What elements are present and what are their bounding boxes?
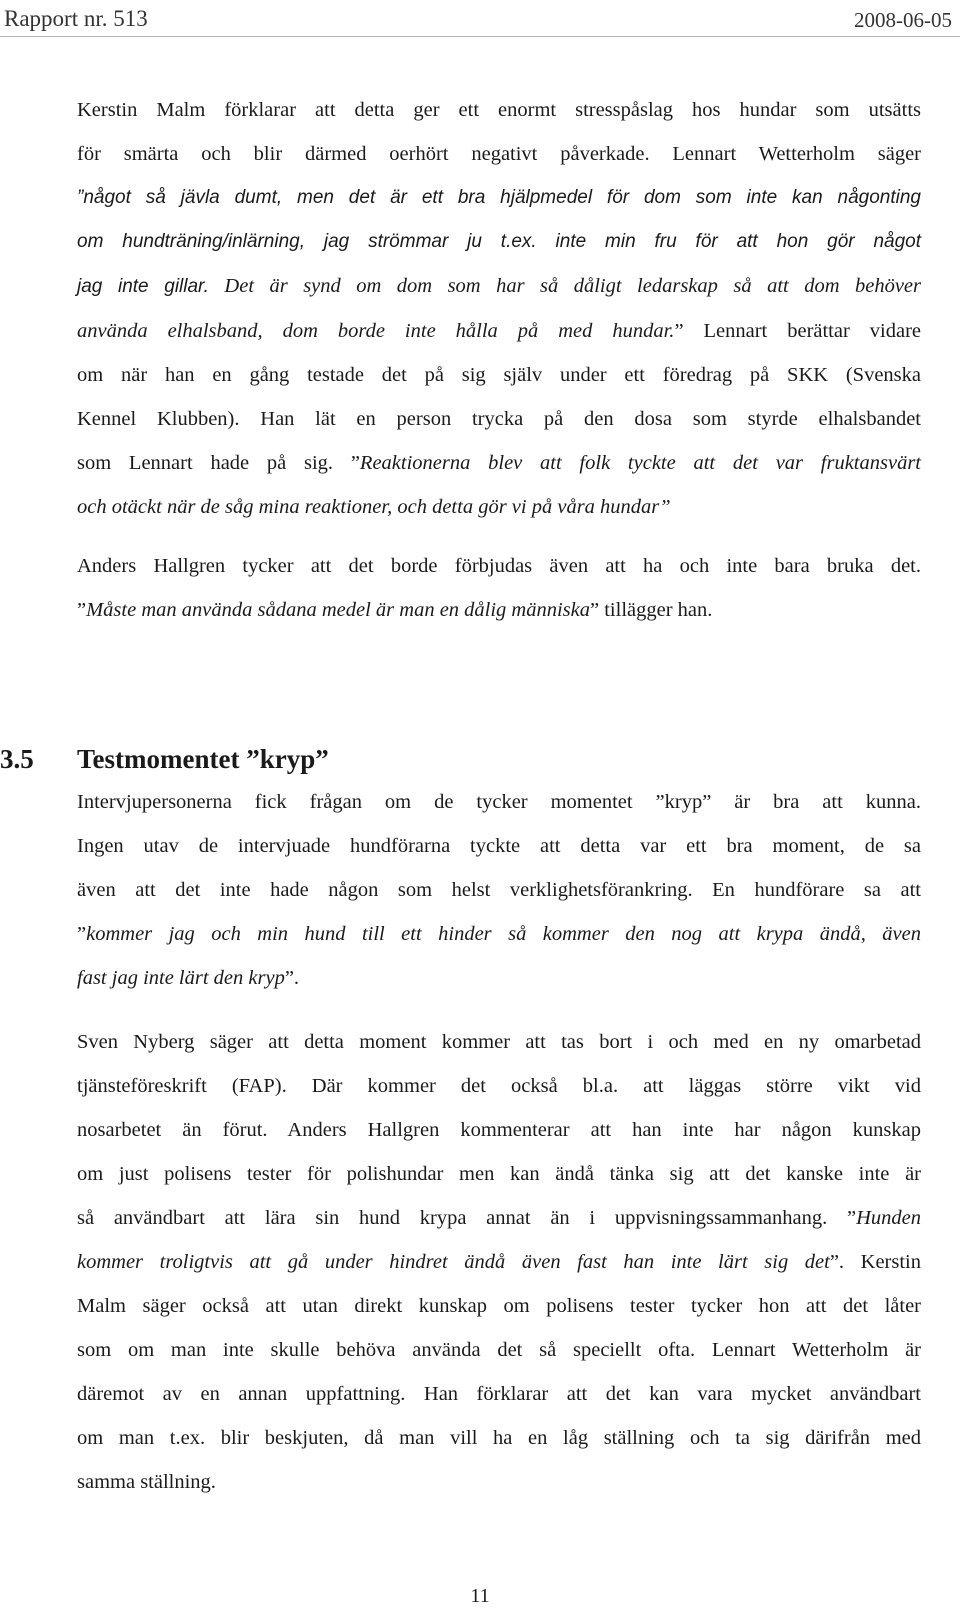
text-line [77, 264, 921, 309]
text-line: ”något så jävla dumt, men det är ett bra hjälpmedel för dom som inte kan någonting [77, 187, 921, 208]
text-line: om hundträning/inlärning, jag strömmar ju t.ex. inte min fru för att hon gör något [77, 231, 921, 252]
text-line [77, 956, 921, 1000]
page-number: 11 [470, 1585, 490, 1607]
quote-text: använda elhalsband, dom borde inte hålla på med hundar. [77, 320, 675, 342]
text-line: för smärta och blir därmed oerhört negativt påverkade. Lennart Wetterholm säger [77, 143, 921, 165]
text-line: Intervjupersonerna fick frågan om de tycker momentet ”kryp” är bra att kunna. [77, 791, 921, 813]
text-line: som om man inte skulle behöva använda det så speciellt ofta. Lennart Wetterholm är [77, 1339, 921, 1361]
plain-text: ”. Kerstin [829, 1251, 921, 1273]
quote-text: Reaktionerna blev att folk tyckte att det var fruktansvärt [359, 452, 921, 474]
plain-text: ” [77, 599, 87, 621]
text-line [77, 441, 921, 485]
section-number: 3.5 [0, 744, 34, 774]
quote-text: Måste man använda sådana medel är man en dålig människa [86, 599, 591, 621]
quote-text: Hunden [856, 1207, 921, 1229]
text-line: även att det inte hade någon som helst verklighetsförankring. En hundförare sa att [77, 879, 921, 901]
plain-text: ”. [284, 967, 300, 989]
report-date: 2008-06-05 [854, 8, 952, 32]
quote-text: kommer jag och min hund till ett hinder så kommer den nog att krypa ändå, även [86, 923, 921, 945]
text-line: Malm säger också att utan direkt kunskap om polisens tester tycker hon att det låter [77, 1295, 921, 1317]
text-line: Sven Nyberg säger att detta moment kommer att tas bort i och med en ny omarbetad [77, 1031, 921, 1053]
text-line: Kerstin Malm förklarar att detta ger ett enormt stresspåslag hos hundar som utsätts [77, 99, 921, 121]
quote-text: Det är synd om dom som har så dåligt ledarskap så att dom behöver [208, 275, 921, 297]
plain-text: ” Lennart berättar vidare [674, 320, 921, 342]
text-line: om när han en gång testade det på sig själv under ett föredrag på SKK (Svenska [77, 364, 921, 386]
text-line: däremot av en annan uppfattning. Han förklarar att det kan vara mycket användbart [77, 1383, 921, 1405]
paragraph-1 [77, 88, 921, 529]
paragraph-2 [77, 544, 921, 632]
text-line: och otäckt när de såg mina reaktioner, och detta gör vi på våra hundar” [77, 496, 671, 518]
plain-text: så användbart att lära sin hund krypa annat än i uppvisningssammanhang. ” [77, 1207, 857, 1229]
paragraph-4 [77, 1020, 921, 1504]
page-header [0, 6, 960, 37]
section-title: Testmomentet ”kryp” [77, 744, 329, 774]
text-line: samma ställning. [77, 1471, 216, 1493]
section-heading [0, 744, 329, 775]
text-line [77, 912, 921, 956]
text-line [77, 1240, 921, 1284]
quote-text: jag inte gillar. [77, 276, 209, 297]
quote-text: kommer troligtvis att gå under hindret ändå även fast han inte lärt sig det [77, 1251, 830, 1273]
text-line: Ingen utav de intervjuade hundförarna tyckte att detta var ett bra moment, de sa [77, 835, 921, 857]
text-line [77, 1196, 921, 1240]
text-line [77, 309, 921, 353]
paragraph-3 [77, 780, 921, 1000]
plain-text: ” [77, 923, 87, 945]
text-line: tjänsteföreskrift (FAP). Där kommer det också bl.a. att läggas större vikt vid [77, 1075, 921, 1097]
plain-text: som Lennart hade på sig. ” [77, 452, 360, 474]
report-number: Rapport nr. 513 [4, 6, 148, 31]
text-line: Kennel Klubben). Han lät en person trycka på den dosa som styrde elhalsbandet [77, 408, 921, 430]
text-line: om man t.ex. blir beskjuten, då man vill ha en låg ställning och ta sig därifrån med [77, 1427, 921, 1449]
quote-text: fast jag inte lärt den kryp [77, 967, 285, 989]
text-line [77, 588, 921, 632]
text-line: Anders Hallgren tycker att det borde förbjudas även att ha och inte bara bruka det. [77, 555, 921, 577]
text-line: nosarbetet än förut. Anders Hallgren kommenterar att han inte har någon kunskap [77, 1119, 921, 1141]
text-line: om just polisens tester för polishundar men kan ändå tänka sig att det kanske inte är [77, 1163, 921, 1185]
plain-text: ” tillägger han. [590, 599, 713, 621]
